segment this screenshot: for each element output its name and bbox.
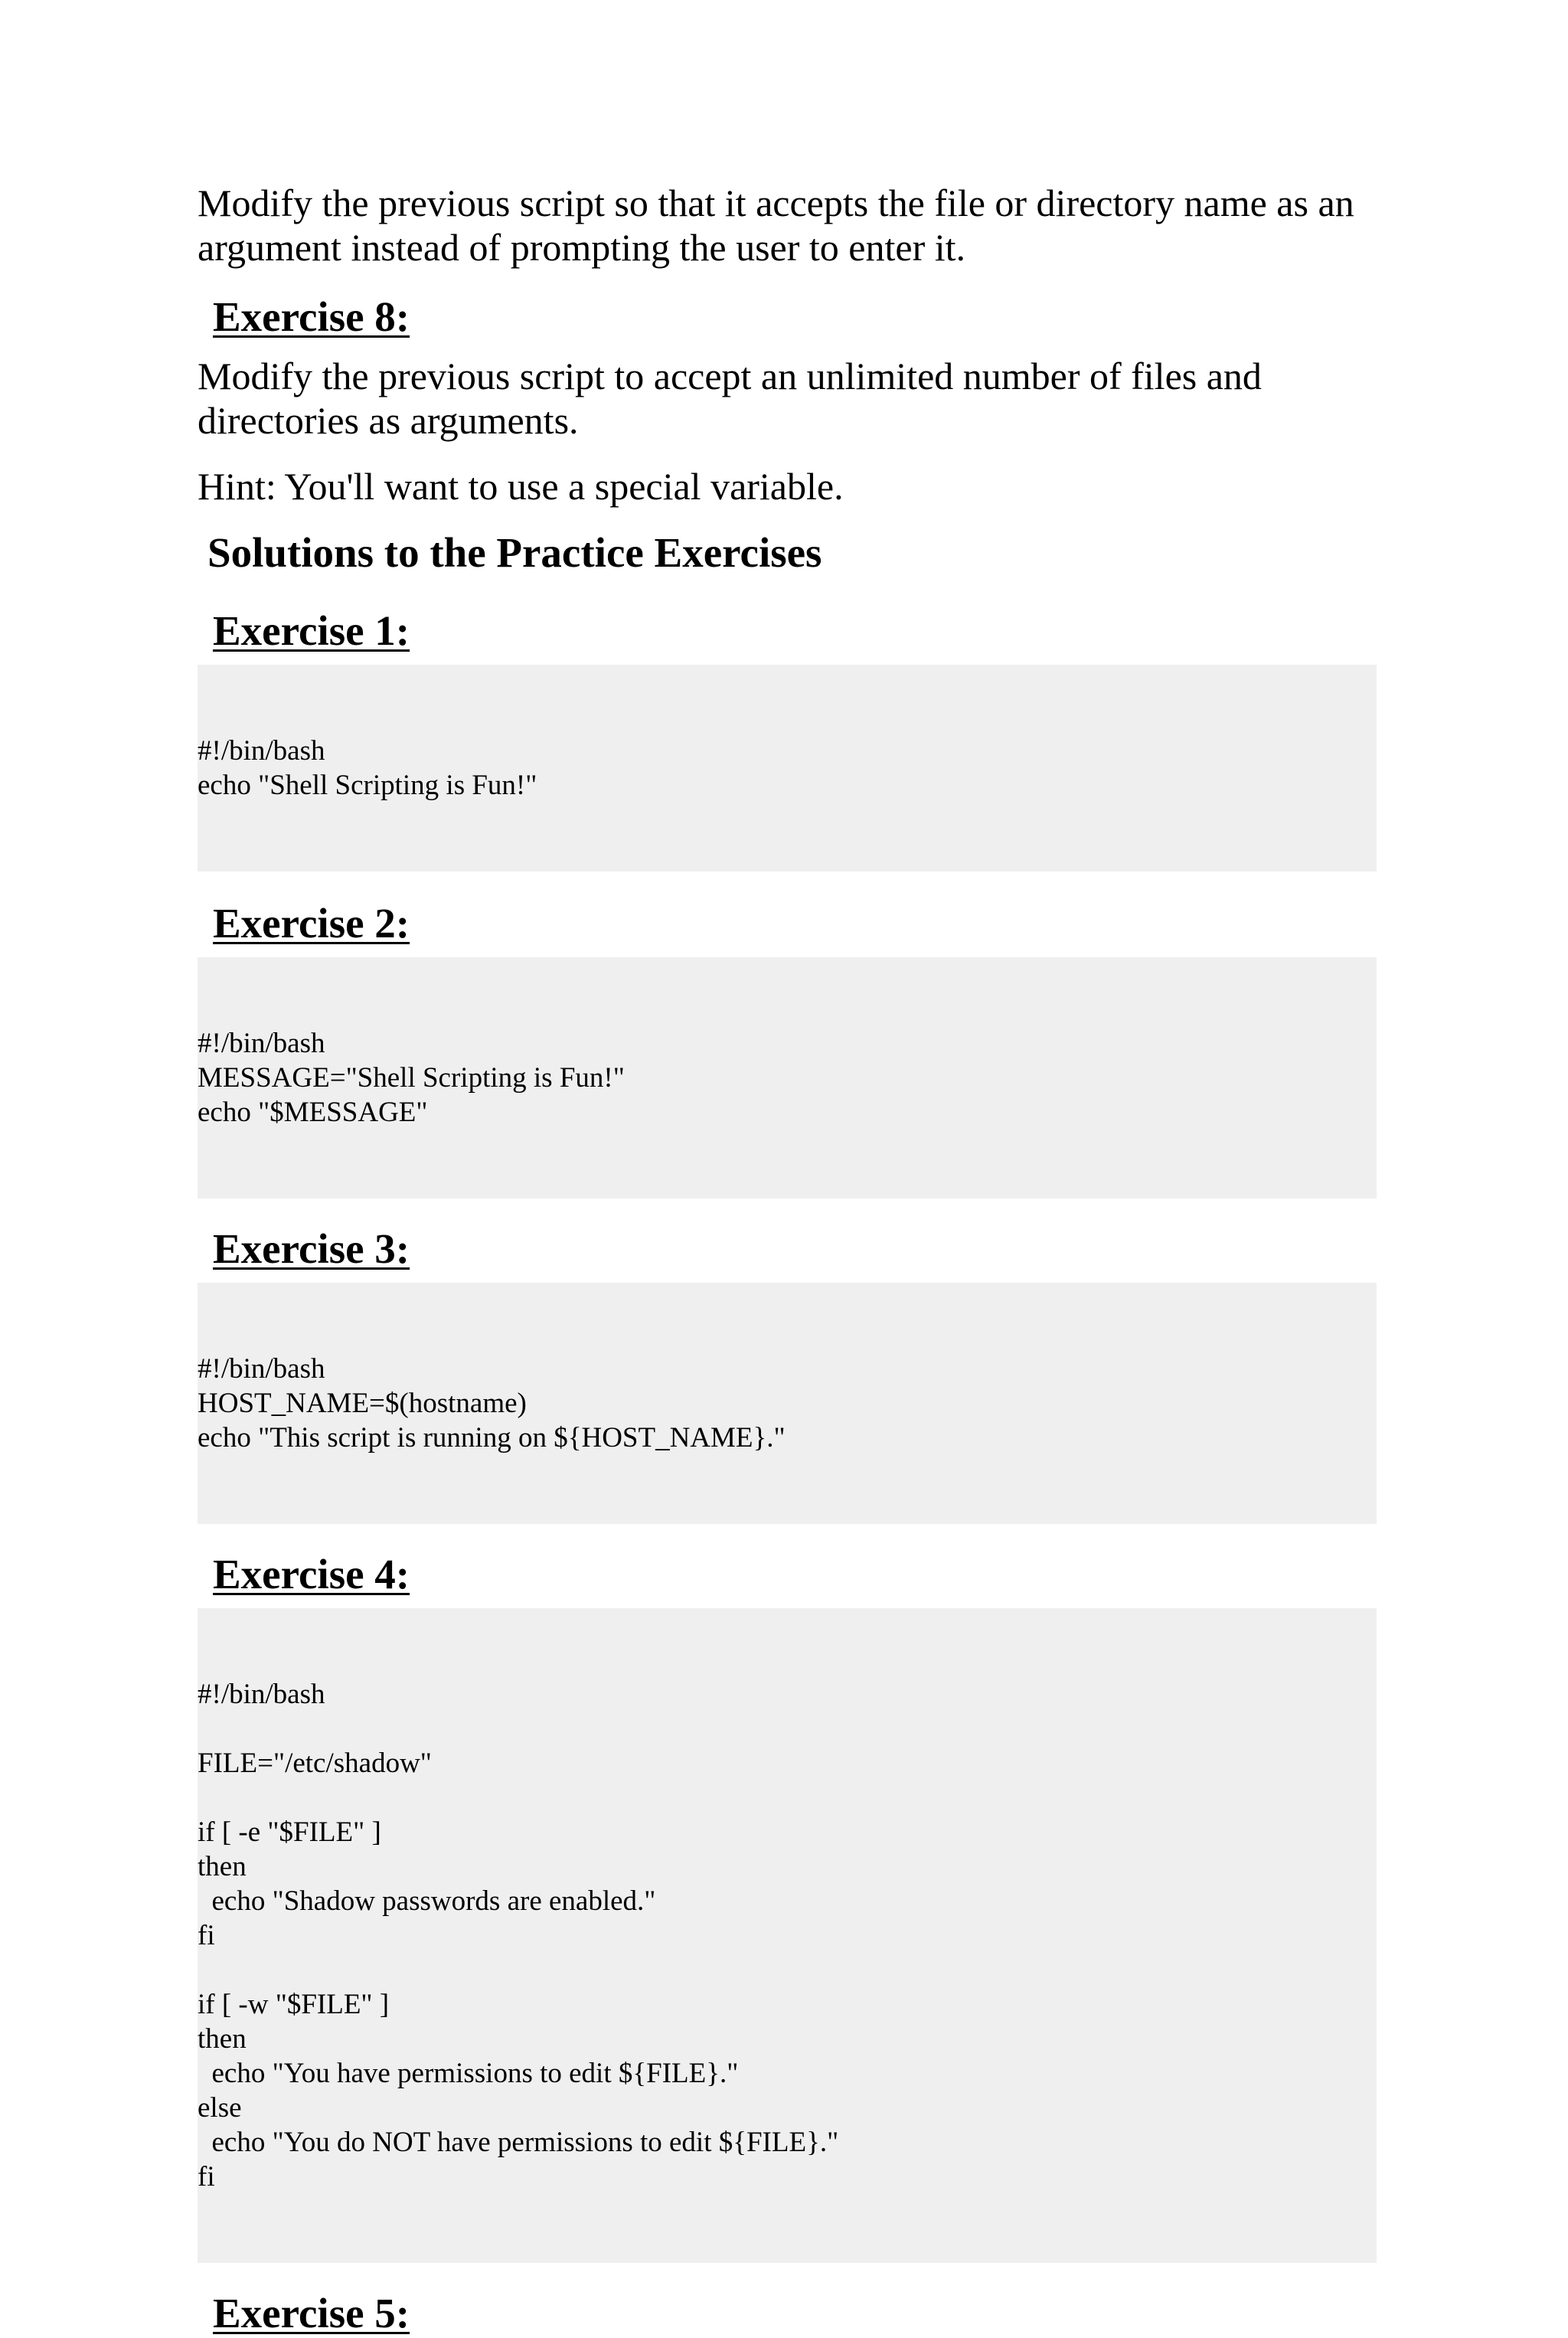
solution-3-heading: Exercise 3:: [213, 1225, 410, 1272]
document-page: [198, 181, 1377, 2338]
code-line: MESSAGE="Shell Scripting is Fun!": [198, 1062, 625, 1094]
exercise-8-paragraph: Modify the previous script to accept an unlimited number of files and directories as arguments.: [198, 355, 1262, 442]
exercise-8-hint: Hint: You'll want to use a special variable.: [198, 465, 844, 508]
code-line: HOST_NAME=$(hostname): [198, 1388, 527, 1419]
code-line: #!/bin/bash: [198, 1028, 325, 1059]
code-line: then: [198, 2023, 247, 2055]
exercise-8-heading: Exercise 8:: [213, 293, 410, 340]
code-line: #!/bin/bash: [198, 1353, 325, 1385]
code-line: else: [198, 2092, 242, 2124]
solution-1-code: [198, 665, 1377, 871]
code-line: echo "You have permissions to edit ${FILE}.": [198, 2058, 739, 2089]
code-line: if [ -e "$FILE" ]: [198, 1816, 381, 1848]
solution-3-code: [198, 1283, 1377, 1524]
code-line: echo "Shell Scripting is Fun!": [198, 770, 537, 801]
code-line: #!/bin/bash: [198, 735, 325, 767]
solution-4-code: [198, 1608, 1377, 2263]
code-line: fi: [198, 1920, 215, 1951]
code-line: then: [198, 1851, 247, 1882]
code-line: fi: [198, 2161, 215, 2192]
intro-paragraph: Modify the previous script so that it accepts the file or directory name as an argument instead of prompting the user to enter it.: [198, 181, 1354, 269]
solution-1-heading: Exercise 1:: [213, 607, 410, 654]
code-line: #!/bin/bash: [198, 1679, 325, 1710]
code-line: FILE="/etc/shadow": [198, 1748, 432, 1779]
solutions-heading: Solutions to the Practice Exercises: [207, 529, 822, 576]
solution-4-heading: Exercise 4:: [213, 1551, 410, 1597]
solution-2-heading: Exercise 2:: [213, 900, 410, 947]
code-line: [198, 1780, 1377, 1815]
code-line: echo "$MESSAGE": [198, 1097, 428, 1128]
code-line: echo "You do NOT have permissions to edit ${FILE}.": [198, 2127, 839, 2158]
code-line: if [ -w "$FILE" ]: [198, 1989, 390, 2020]
solution-2-code: [198, 957, 1377, 1198]
code-line: [198, 1953, 1377, 1987]
code-line: echo "This script is running on ${HOST_NAME}.": [198, 1422, 786, 1453]
code-line: [198, 1712, 1377, 1746]
solution-5-heading: Exercise 5:: [213, 2290, 410, 2336]
code-line: echo "Shadow passwords are enabled.": [198, 1885, 656, 1917]
